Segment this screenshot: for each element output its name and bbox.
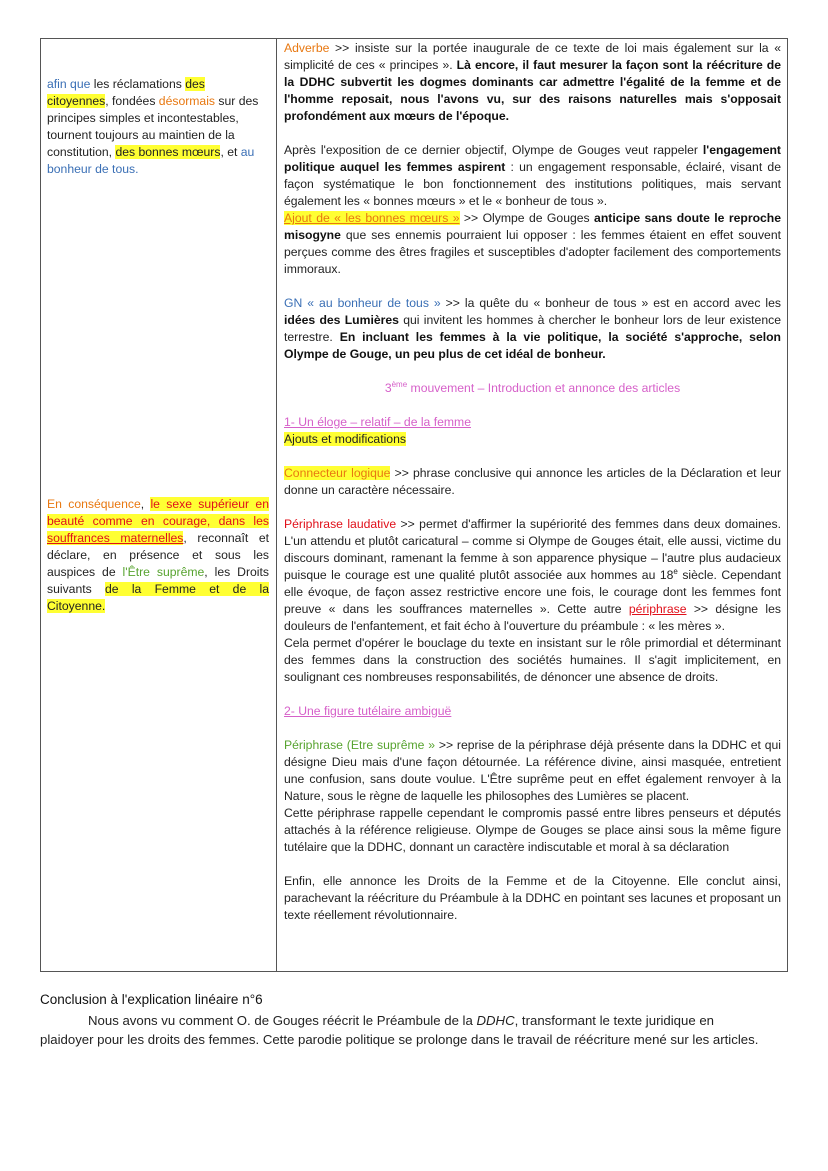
quote-span: , fondées xyxy=(105,94,159,108)
paragraph xyxy=(284,737,781,805)
conclusion-text: Nous avons vu comment O. de Gouges réécrit le Préambule de la xyxy=(88,1013,477,1028)
conclusion-title: Conclusion à l'explication linéaire n°6 xyxy=(40,992,263,1007)
text: Après l'exposition de ce dernier objectif, Olympe de Gouges veut rappeler xyxy=(284,143,703,157)
subsection-heading: 2- Une figure tutélaire ambiguë xyxy=(284,704,452,718)
text: >> Olympe de Gouges xyxy=(459,211,595,225)
quote-span: les réclamations xyxy=(90,77,186,91)
paragraph xyxy=(284,295,781,363)
quote-block-2 xyxy=(47,496,269,615)
quote-span: l'Être suprême xyxy=(122,565,205,579)
paragraph: Cela permet d'opérer le bouclage du texte en insistant sur le rôle primordial et déterminant des femmes dans la construction des sociétés humaines. Il s'agit implicitement, en soulignant ces nombreuses responsabilités, de dénoncer une absence de droits. xyxy=(284,636,781,684)
quote-span: En conséquence xyxy=(47,497,141,511)
text: siècle. Cependant elle évoque, de façon assez restrictive encore une fois, le courage dont les femmes font preuve « dans les souffrances maternelles ». Cette autre xyxy=(284,568,781,616)
conclusion-text: , transformant le texte juridique en plaidoyer pour les droits des femmes. Cette parodie politique se prolonge dans le travail de réécriture mené sur les articles. xyxy=(40,1013,759,1047)
quote-span: afin que xyxy=(47,77,91,91)
quoted-text-column xyxy=(41,39,277,971)
term: Périphrase laudative xyxy=(284,517,397,531)
quote-highlight: le sexe supérieur en beauté comme en courage, dans les xyxy=(47,497,269,528)
text: : un engagement responsable, éclairé, visant de façon systématique le bon fonctionnement des institutions politiques, mais servant également les « bonnes mœurs » et le « bonheur de tous ». xyxy=(284,160,781,208)
quote-span: , les Droits suivants xyxy=(47,565,269,596)
quote-highlight: des bonnes mœurs xyxy=(115,145,221,159)
text-sup: e xyxy=(673,566,678,576)
text: que ses ennemis pourraient lui opposer : les femmes étaient en effet souvent perçues comme des êtres fragiles et susceptibles d'adopter facilement des comportements immoraux. xyxy=(284,228,781,276)
paragraph xyxy=(284,40,781,125)
quote-span: , et xyxy=(220,145,241,159)
quote-highlight: des citoyennes xyxy=(47,77,205,108)
paragraph: Enfin, elle annonce les Droits de la Femme et de la Citoyenne. Elle conclut ainsi, parachevant la réécriture du Préambule à la DDHC en pointant ses lacunes et proposant un texte réellement révolutionnaire. xyxy=(284,874,781,922)
term: Ajout de « les bonnes mœurs » xyxy=(284,211,460,225)
quote-highlight: souffrances maternelles xyxy=(47,531,184,545)
paragraph: Cette périphrase rappelle cependant le compromis passé entre libres penseurs et députés attachés à la référence religieuse. Olympe de Gouges se place ainsi sous la même figure tutélaire que la DDHC, donnant un caractère indiscutable et moral à sa déclaration xyxy=(284,806,781,854)
term: Adverbe xyxy=(284,41,330,55)
term: Connecteur logique xyxy=(284,466,391,480)
text: qui invitent les hommes à chercher le bonheur lors de leur existence terrestre. xyxy=(284,313,781,344)
conclusion-body xyxy=(40,1012,760,1049)
paragraph xyxy=(284,142,781,210)
section-heading xyxy=(284,380,781,397)
heading-sup: ème xyxy=(391,379,408,389)
text-bold: En incluant les femmes à la vie politique, la société s'approche, selon Olympe de Gouge, un peu plus de cet idéal de bonheur. xyxy=(284,330,781,361)
term: GN « au bonheur de tous » xyxy=(284,296,441,310)
commentary-text xyxy=(284,40,781,924)
heading-text: mouvement – Introduction et annonce des articles xyxy=(407,381,681,395)
quote-span: sur des principes simples et incontestables, tournent toujours au maintien de la constitution, xyxy=(47,94,259,159)
text-bold: Là encore, il faut mesurer la façon sont la réécriture de la DDHC subvertit les dogmes dominants car admettre l'égalité de la femme et de l'homme reposait, nous l'avons vu, sur des raisons naturelles mais s'opposait profondément aux mœurs de l'époque. xyxy=(284,58,781,123)
conclusion-italic: DDHC xyxy=(476,1013,515,1028)
term: périphrase xyxy=(628,602,687,616)
paragraph xyxy=(284,516,781,635)
analysis-table xyxy=(40,38,788,972)
subsection-note: Ajouts et modifications xyxy=(284,432,406,446)
text-bold: anticipe sans doute le reproche misogyne xyxy=(284,211,782,242)
text-bold: l'engagement politique auquel les femmes aspirent xyxy=(284,143,781,174)
quote-span: , xyxy=(140,497,151,511)
quote-span: désormais xyxy=(158,94,216,108)
quote-span: , reconnaît et déclare, en présence et sous les auspices de xyxy=(47,531,270,579)
paragraph xyxy=(284,465,781,499)
quote-highlight: de la Femme et de la Citoyenne. xyxy=(47,582,269,613)
text: >> phrase conclusive qui annonce les articles de la Déclaration et leur donne un caractère nécessaire. xyxy=(284,466,782,497)
text: >> permet d'affirmer la supériorité des femmes dans deux domaines. L'un attendu et plutôt caricatural – comme si Olympe de Gouges était, elle aussi, victime du discours dominant, ramenant la femme à son apparence physique – l'autre plus audacieux puisque le courage est une qualité plutôt associée aux hommes au 18 xyxy=(284,517,781,582)
quote-span: au bonheur de tous xyxy=(47,145,255,176)
text-bold: idées des Lumières xyxy=(284,313,399,327)
text: >> reprise de la périphrase déjà présente dans la DDHC et qui désigne Dieu mais d'une façon détournée. La référence divine, ainsi masquée, entretient une confusion, sans doute voulue. L'Être suprême peut en effet également renvoyer à la Nature, sous le règne de laquelle les philosophes des Lumières se placent. xyxy=(284,738,781,803)
commentary-column xyxy=(277,39,787,971)
text: >> désigne les douleurs de l'enfantement, et fait écho à l'ouverture du préambule : « les mères ». xyxy=(284,602,781,633)
subsection-heading: 1- Un éloge – relatif – de la femme xyxy=(284,415,471,429)
quote-block-1 xyxy=(47,76,269,178)
text: >> insiste sur la portée inaugurale de ce texte de loi mais également sur la « simplicité de ces « principes ». xyxy=(284,41,781,72)
term: Périphrase (Etre suprême » xyxy=(284,738,436,752)
heading-number: 3 xyxy=(384,381,392,395)
paragraph xyxy=(284,210,781,278)
text: >> la quête du « bonheur de tous » est en accord avec les xyxy=(440,296,781,310)
quote-span: . xyxy=(135,162,139,176)
